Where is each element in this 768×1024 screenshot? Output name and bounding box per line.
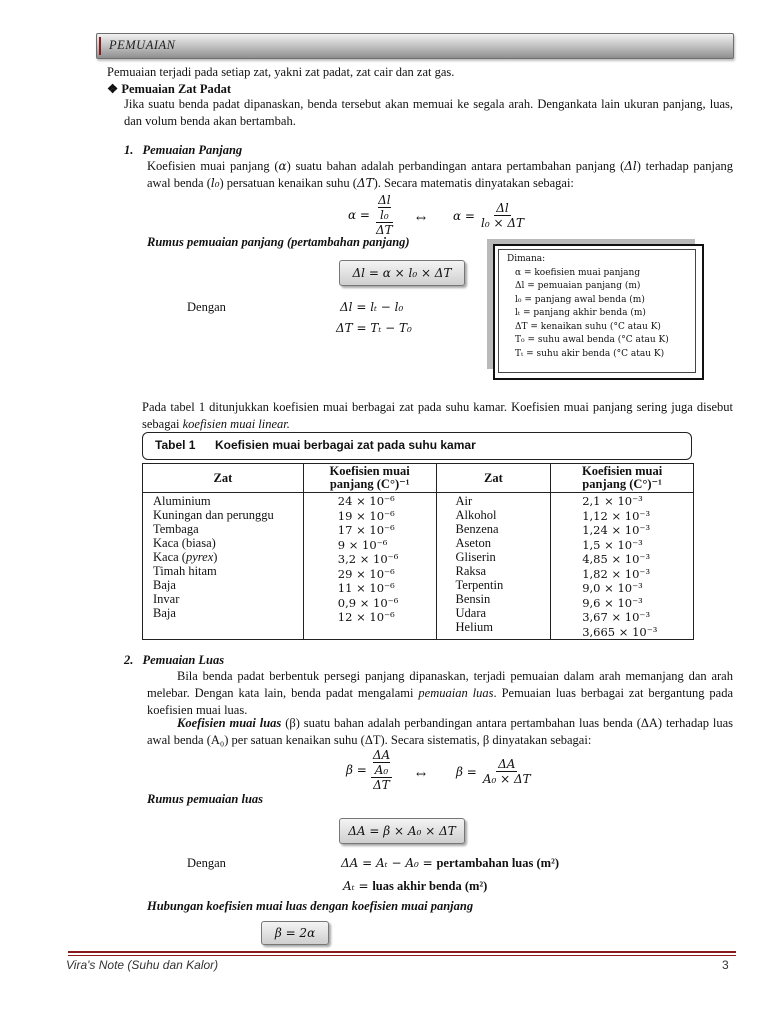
footer-title: Vira's Note (Suhu dan Kalor) [66, 958, 219, 972]
solid-heading [107, 81, 231, 97]
coefficient-value: 9 × 10⁻⁶ [337, 537, 388, 552]
area-eq1-desc: pertambahan luas (m²) [436, 856, 559, 870]
linear-eq1: Δl = lₜ − l₀ [340, 300, 404, 314]
fraction-num-bottom: l₀ [379, 208, 389, 222]
linear-text-d: ) persatuan kenaikan suhu ( [219, 176, 357, 190]
table-caption [142, 432, 692, 460]
formula-lhs: α = [453, 208, 475, 223]
material-name: Timah hitam [153, 564, 217, 578]
page-title: PEMUAIAN [109, 38, 176, 52]
page-number: 3 [722, 958, 729, 972]
fraction-den: A₀ × ΔT [482, 772, 531, 786]
material-name: Aluminium [153, 494, 211, 508]
relation-formula: β = 2α [274, 926, 316, 940]
formula-fraction [481, 757, 533, 786]
table-caption-number: Tabel 1 [155, 438, 196, 452]
area-paragraph-2 [147, 715, 733, 749]
material-name: Kaca (biasa) [153, 536, 216, 550]
area-formula-box [339, 818, 465, 844]
legend-item: lₜ = panjang akhir benda (m) [515, 308, 646, 318]
area-number: 2. [124, 653, 134, 667]
linear-heading [124, 143, 242, 158]
area-p2-text: (β) suatu bahan adalah perbandingan antara pertambahan luas benda (ΔA) terhadap luas awal benda (A₀) per satuan kenaikan suhu (ΔT). Secara sistematis, β dinyatakan sebagai: [147, 716, 734, 747]
table-body-row [143, 493, 694, 640]
linear-text-e: ). Secara matematis dinyatakan sebagai: [373, 176, 574, 190]
relation-formula-box [261, 921, 329, 945]
coefficient-value: 24 × 10⁻⁶ [337, 494, 395, 508]
legend-box [498, 249, 696, 373]
formula-fraction [374, 193, 395, 237]
fraction-num: Δl [496, 201, 509, 215]
legend-item: ΔT = kenaikan suhu (°C atau K) [515, 321, 661, 332]
coefficient-value: 1,24 × 10⁻³ [582, 523, 651, 537]
table-intro-italic: koefisien muai linear. [182, 417, 290, 431]
material-name: Aseton [455, 536, 491, 550]
solid-text: Jika suatu benda padat dipanaskan, benda tersebut akan memuai ke segala arah. Dengankata lain ukuran panjang, luas, dan volum benda akan bertambah. [124, 97, 733, 128]
linear-text-b: ) suatu bahan adalah perbandingan antara pertambahan panjang ( [286, 159, 625, 173]
left-values-cell [303, 493, 436, 640]
sym-alpha: α [278, 159, 287, 173]
coefficient-value: 11 × 10⁻⁶ [337, 581, 395, 595]
coefficient-value: 17 × 10⁻⁶ [337, 523, 395, 537]
coefficient-value: 3,2 × 10⁻⁶ [337, 552, 399, 566]
header-accent [99, 37, 101, 55]
legend-item: l₀ = panjang awal benda (m) [515, 294, 645, 305]
table-header-row [143, 464, 694, 493]
linear-formula-1 [348, 193, 395, 237]
area-eq1 [341, 856, 559, 871]
header-zat-right: Zat [436, 464, 551, 493]
material-name: Tembaga [153, 522, 199, 536]
relation-label: Hubungan koefisien muai luas dengan koefisien muai panjang [147, 899, 474, 913]
linear-formula-box [339, 260, 465, 286]
footer-rule [68, 955, 736, 956]
header-zat-left: Zat [143, 464, 304, 493]
material-name: Terpentin [455, 578, 504, 592]
material-name: Udara [455, 606, 487, 620]
formula-lhs: β = [456, 764, 477, 779]
header-koef-line2: panjang (C°)⁻¹ [329, 477, 410, 491]
sym-delta-l: Δl [624, 159, 637, 173]
linear-definition [147, 158, 733, 192]
legend-title: Dimana: [507, 254, 546, 264]
bullet-icon: ❖ [107, 82, 119, 96]
solid-heading-text: Pemuaian Zat Padat [121, 82, 232, 96]
material-name: Bensin [455, 592, 491, 606]
coefficient-table [142, 463, 694, 640]
coefficient-value: 1,82 × 10⁻³ [582, 566, 651, 581]
header-koef-line1: Koefisien muai [329, 464, 410, 478]
section-header-bar [96, 33, 734, 59]
coefficient-value: 1,12 × 10⁻³ [582, 508, 651, 523]
linear-heading-text: Pemuaian Panjang [142, 143, 243, 157]
table-intro-text: Pada tabel 1 ditunjukkan koefisien muai berbagai zat pada suhu kamar. Koefisien muai panjang sering juga disebut sebagai [142, 400, 733, 431]
coefficient-value: 3,665 × 10⁻³ [582, 624, 658, 639]
area-p1-italic: pemuaian luas [418, 686, 494, 700]
legend-item: α = koefisien muai panjang [515, 267, 641, 278]
area-p1-text: Bila benda padat berbentuk persegi panjang dipanaskan, terjadi pemuaian dalam arah memanjang dan arah melebar. Dengan kata lain, benda padat mengalami [147, 669, 733, 700]
header-koef-right [551, 464, 694, 493]
material-name: Invar [153, 592, 180, 606]
area-eq1-formula: ΔA = Aₜ − A₀ = [341, 856, 437, 870]
material-name: Alkohol [455, 508, 497, 522]
coefficient-value: 1,5 × 10⁻³ [582, 537, 643, 552]
area-rumus-label: Rumus pemuaian luas [147, 792, 264, 806]
formula-fraction [479, 201, 526, 230]
area-formula-2 [456, 757, 533, 786]
coefficient-value: 12 × 10⁻⁶ [337, 610, 395, 624]
legend-item: Tₜ = suhu akir benda (°C atau K) [515, 348, 665, 359]
material-name: Raksa [455, 564, 487, 578]
area-eq2-desc: luas akhir benda (m²) [372, 879, 488, 893]
formula-lhs: α = [348, 208, 370, 222]
area-paragraph-1 [147, 668, 733, 719]
material-name: Air [455, 494, 473, 508]
coefficient-value: 19 × 10⁻⁶ [337, 508, 395, 523]
intro-text: Pemuaian terjadi pada setiap zat, yakni zat padat, zat cair dan zat gas. [107, 65, 455, 79]
coefficient-value: 2,1 × 10⁻³ [582, 494, 643, 508]
coefficient-value: 4,85 × 10⁻³ [582, 552, 651, 566]
area-dengan: Dengan [187, 856, 226, 870]
table-caption-title: Koefisien muai berbagai zat pada suhu kamar [215, 438, 476, 452]
fraction-den: ΔT [375, 223, 393, 237]
equivalence-arrow: ↔ [416, 211, 427, 225]
boxed-formula: ΔA = β × A₀ × ΔT [348, 824, 456, 838]
linear-text-c: ) terhadap panjang awal benda ( [147, 159, 733, 190]
header-koef-left [303, 464, 436, 493]
area-formula-1 [346, 748, 392, 792]
right-materials-cell [436, 493, 551, 640]
fraction-num-bottom: A₀ [374, 763, 389, 777]
coefficient-value: 3,67 × 10⁻³ [582, 610, 651, 624]
table-intro [142, 399, 733, 433]
coefficient-value: 9,6 × 10⁻³ [582, 595, 643, 610]
fraction-num-top: ΔA [372, 748, 391, 762]
linear-eq2: ΔT = Tₜ − T₀ [336, 321, 412, 335]
fraction-den: l₀ × ΔT [480, 216, 524, 230]
material-name: Baja [153, 578, 176, 592]
header-koef-line2: panjang (C°)⁻¹ [582, 477, 662, 491]
sym-l0: l₀ [210, 176, 220, 190]
material-name: Kaca (pyrex) [153, 550, 218, 564]
area-eq2 [343, 879, 487, 894]
material-name: Kuningan dan perunggu [153, 508, 274, 522]
sym-delta-t: ΔT [356, 176, 374, 190]
linear-formula-2 [453, 201, 526, 230]
equivalence-arrow: ↔ [416, 767, 427, 781]
linear-number: 1. [124, 143, 134, 157]
right-values-cell [551, 493, 694, 640]
linear-text-a: Koefisien muai panjang ( [147, 159, 279, 173]
material-name: Gliserin [455, 550, 496, 564]
material-name: Benzena [455, 522, 499, 536]
area-p1-text-b: . Pemuaian luas berbagai zat bergantung pada koefisien muai luas. [147, 686, 733, 717]
area-heading-text: Pemuaian Luas [142, 653, 225, 667]
header-koef-line1: Koefisien muai [581, 464, 663, 478]
fraction-num: ΔA [498, 757, 516, 771]
area-heading [124, 653, 224, 668]
legend-item: Δl = pemuaian panjang (m) [515, 281, 641, 291]
coefficient-value: 29 × 10⁻⁶ [337, 566, 395, 581]
left-materials-cell [143, 493, 304, 640]
formula-fraction [371, 748, 392, 792]
area-p2-bold: Koefisien muai luas [177, 716, 282, 730]
legend-item: T₀ = suhu awal benda (°C atau K) [515, 335, 669, 345]
fraction-den: ΔT [373, 778, 390, 792]
fraction-num-top: Δl [378, 193, 391, 207]
linear-dengan: Dengan [187, 300, 226, 314]
footer-rule [68, 951, 736, 953]
linear-rumus-label: Rumus pemuaian panjang (pertambahan panjang) [147, 235, 410, 249]
boxed-formula: Δl = α × l₀ × ΔT [352, 266, 452, 280]
material-name: Baja [153, 606, 176, 620]
material-name: Helium [455, 620, 494, 634]
area-eq2-formula: Aₜ = [343, 879, 373, 893]
coefficient-value: 9,0 × 10⁻³ [582, 581, 643, 595]
formula-lhs: β = [346, 763, 367, 777]
coefficient-value: 0,9 × 10⁻⁶ [337, 595, 399, 610]
